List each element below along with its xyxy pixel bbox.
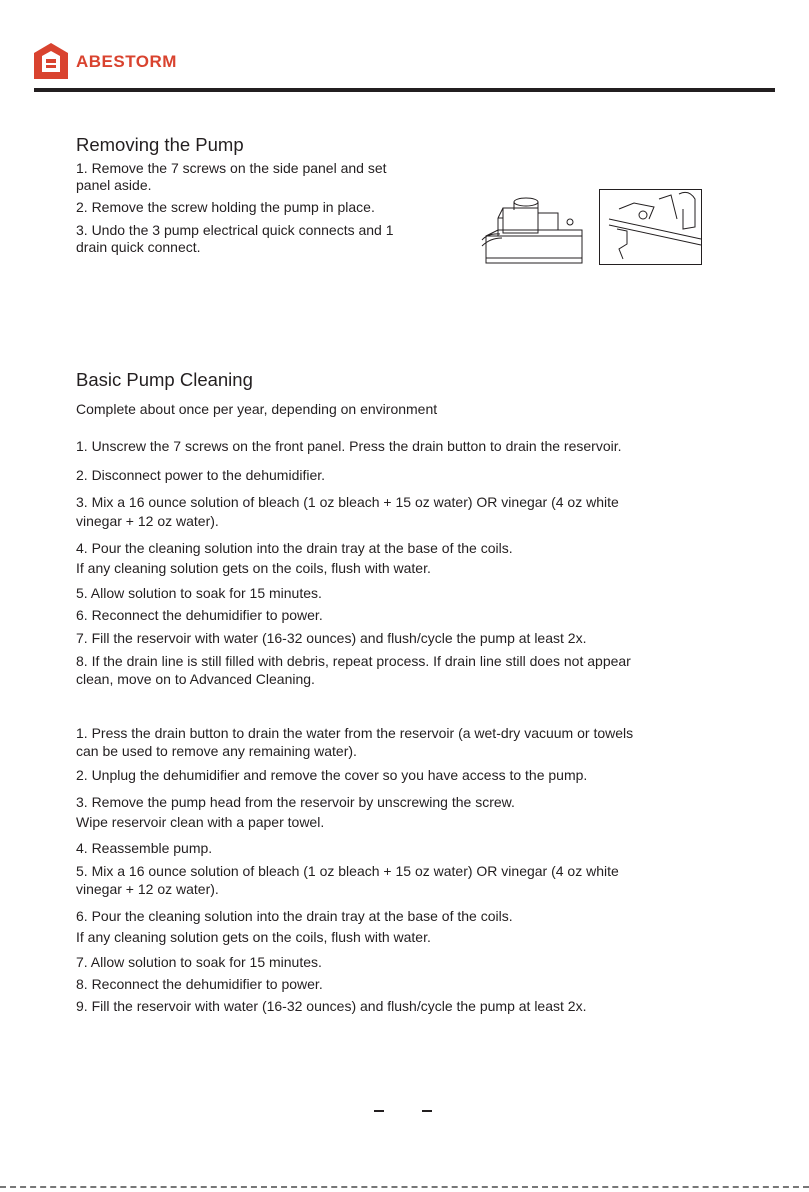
basic-step-line: 7. Fill the reservoir with water (16-32 ounces) and flush/cycle the pump at least 2x.: [76, 630, 587, 646]
advanced-step-line: 8. Reconnect the dehumidifier to power.: [76, 976, 323, 992]
brand-logo-icon: [33, 42, 69, 80]
page-bottom-border: [0, 1186, 809, 1191]
removing-step-line: 2. Remove the screw holding the pump in place.: [76, 199, 375, 215]
advanced-step-line: 6. Pour the cleaning solution into the drain tray at the base of the coils.: [76, 908, 513, 924]
advanced-step-line: 7. Allow solution to soak for 15 minutes.: [76, 954, 322, 970]
basic-step-line: 3. Mix a 16 ounce solution of bleach (1 oz bleach + 15 oz water) OR vinegar (4 oz white: [76, 494, 619, 510]
basic-step-line: 1. Unscrew the 7 screws on the front panel. Press the drain button to drain the reservoir.: [76, 438, 622, 454]
removing-step-line: drain quick connect.: [76, 239, 201, 255]
removing-step-line: panel aside.: [76, 177, 152, 193]
advanced-step-line: 2. Unplug the dehumidifier and remove the cover so you have access to the pump.: [76, 767, 588, 783]
removing-step-line: 3. Undo the 3 pump electrical quick connects and 1: [76, 222, 394, 238]
removing-step-line: 1. Remove the 7 screws on the side panel and set: [76, 160, 387, 176]
basic-step-line: If any cleaning solution gets on the coils, flush with water.: [76, 560, 431, 576]
basic-step-line: clean, move on to Advanced Cleaning.: [76, 671, 315, 687]
pump-illustration: [478, 188, 590, 270]
advanced-step-line: can be used to remove any remaining water).: [76, 743, 357, 759]
header-divider: [34, 88, 775, 92]
brand-name: ABESTORM: [76, 52, 177, 71]
basic-step-line: 8. If the drain line is still filled with debris, repeat process. If drain line still does not appear: [76, 653, 631, 669]
basic-step-line: 5. Allow solution to soak for 15 minutes.: [76, 585, 322, 601]
advanced-step-line: 1. Press the drain button to drain the water from the reservoir (a wet-dry vacuum or towels: [76, 725, 634, 741]
advanced-step-line: Wipe reservoir clean with a paper towel.: [76, 814, 325, 830]
basic-cleaning-title: Basic Pump Cleaning: [76, 369, 253, 390]
advanced-step-line: vinegar + 12 oz water).: [76, 881, 219, 897]
advanced-step-line: 3. Remove the pump head from the reservoir by unscrewing the screw.: [76, 794, 515, 810]
basic-step-line: 4. Pour the cleaning solution into the drain tray at the base of the coils.: [76, 540, 513, 556]
pump-detail-illustration: [599, 189, 702, 265]
basic-step-line: vinegar + 12 oz water).: [76, 513, 219, 529]
basic-step-line: 6. Reconnect the dehumidifier to power.: [76, 607, 323, 623]
basic-step-line: 2. Disconnect power to the dehumidifier.: [76, 467, 326, 483]
advanced-step-line: 5. Mix a 16 ounce solution of bleach (1 oz bleach + 15 oz water) OR vinegar (4 oz white: [76, 863, 619, 879]
advanced-step-line: If any cleaning solution gets on the coils, flush with water.: [76, 929, 431, 945]
advanced-step-line: 9. Fill the reservoir with water (16-32 ounces) and flush/cycle the pump at least 2x.: [76, 998, 587, 1014]
page-number-marks: [372, 1104, 434, 1116]
basic-intro: Complete about once per year, depending on environment: [76, 401, 438, 417]
advanced-step-line: 4. Reassemble pump.: [76, 840, 213, 856]
removing-pump-title: Removing the Pump: [76, 134, 244, 155]
page-header: [0, 0, 809, 95]
